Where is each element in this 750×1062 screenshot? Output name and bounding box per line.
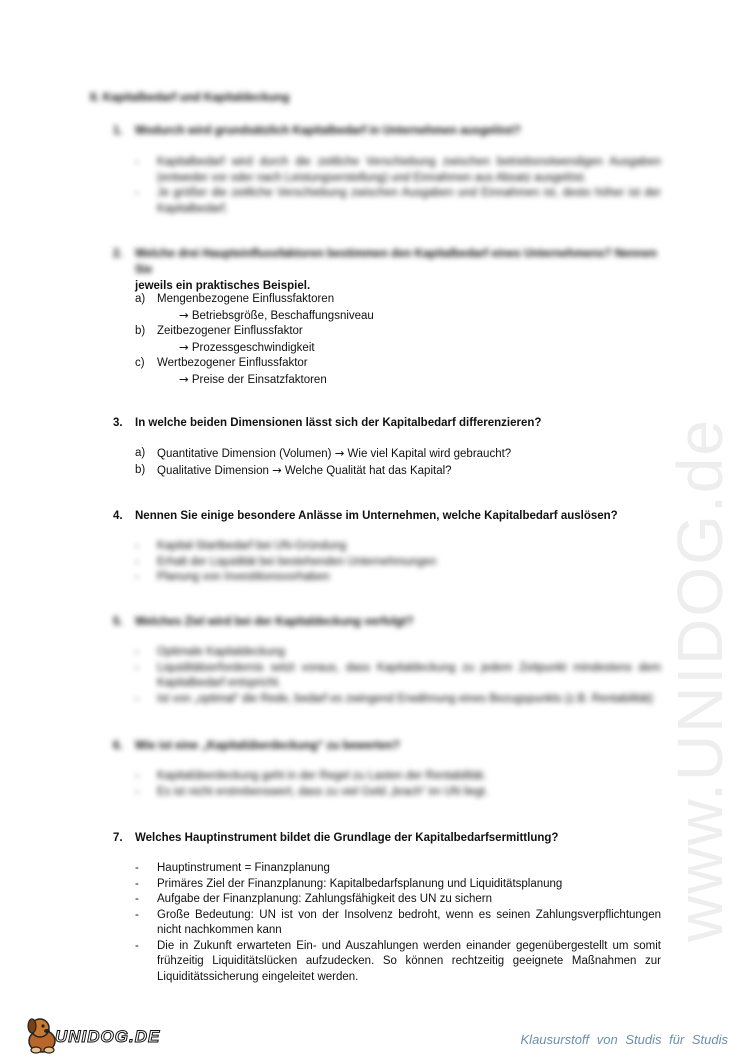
list-item: - Große Bedeutung: UN ist von der Insolvenz bedroht, wenn es seinen Zahlungsverpflichtungen nicht nachkommen kann bbox=[135, 908, 661, 939]
list-item: - Aufgabe der Finanzplanung: Zahlungsfähigkeit des UN zu sichern bbox=[135, 892, 661, 908]
logo-text: UNIDOG.DE bbox=[55, 1027, 161, 1046]
question-1 bbox=[113, 123, 661, 139]
arrow-right-icon: → bbox=[179, 307, 189, 322]
question-text-line-1: Welche drei Haupteinflussfaktoren bestimmen den Kapitalbedarf eines Unternehmens? Nennen Sie bbox=[135, 248, 657, 276]
list-item: - Ist von „optimal“ die Rede, bedarf es zwingend Erwähnung eines Bezugspunkts (z.B. Rentabilität) bbox=[135, 692, 661, 708]
list-item: - Hauptinstrument = Finanzplanung bbox=[135, 861, 661, 877]
list-item: - Planung von Investitionsvorhaben bbox=[135, 570, 661, 586]
question-text: In welche beiden Dimensionen lässt sich der Kapitalbedarf differenzieren? bbox=[135, 417, 542, 429]
list-item: - Es ist nicht erstrebenswert, dass zu viel Geld „brach“ im UN liegt. bbox=[135, 785, 661, 801]
answer-list-3 bbox=[135, 446, 661, 479]
question-text-line-2: jeweils ein praktisches Beispiel. bbox=[135, 280, 311, 292]
question-2 bbox=[113, 246, 661, 294]
list-item: b) Qualitative Dimension → Welche Qualität hat das Kapital? bbox=[135, 462, 452, 477]
item-label: a) bbox=[135, 447, 146, 459]
item-example: → Prozessgeschwindigkeit bbox=[179, 339, 315, 354]
item-label: c) bbox=[135, 357, 145, 369]
item-label: a) bbox=[135, 293, 146, 305]
list-item: - Erhalt der Liquidität bei bestehenden Unternehmungen bbox=[135, 555, 661, 571]
question-number: 2. bbox=[113, 248, 123, 260]
question-text: Nennen Sie einige besondere Anlässe im Unternehmen, welche Kapitalbedarf auslösen? bbox=[135, 510, 618, 522]
list-item: a) Quantitative Dimension (Volumen) → Wie viel Kapital wird gebraucht? bbox=[135, 446, 512, 460]
question-number: 5. bbox=[113, 616, 123, 628]
item-text: Zeitbezogener Einflussfaktor bbox=[157, 325, 303, 337]
list-item: - Die in Zukunft erwarteten Ein- und Auszahlungen werden einander gegenübergestellt um somit frühzeitig Liquiditätslücken aufzudecken. So können rechtzeitig geeignete Maßnahmen zur Liquiditätssicherung eingeleitet werden. bbox=[135, 939, 661, 986]
item-text: Wertbezogener Einflussfaktor bbox=[157, 357, 308, 369]
answer-list-6 bbox=[135, 769, 661, 800]
question-6 bbox=[113, 738, 661, 754]
list-item: - Kapital-Startbedarf bei UN-Gründung bbox=[135, 539, 661, 555]
arrow-right-icon: → bbox=[334, 446, 345, 460]
list-item: - Optimale Kapitaldeckung bbox=[135, 645, 661, 661]
answer-list-2 bbox=[135, 292, 661, 388]
question-number: 1. bbox=[113, 125, 123, 137]
arrow-right-icon: → bbox=[272, 462, 282, 477]
question-number: 4. bbox=[113, 510, 123, 522]
item-example: → Preise der Einsatzfaktoren bbox=[179, 371, 327, 386]
list-item: - Kapitalbedarf wird durch die zeitliche Verschiebung zwischen betriebsnotwendigen Ausgaben (entweder vor oder nach Leistungserstellung) und Einnahmen aus Absatz ausgelöst. bbox=[135, 155, 661, 186]
answer-list-7 bbox=[135, 861, 661, 985]
question-text: Welches Ziel wird bei der Kapitaldeckung verfolgt? bbox=[135, 616, 414, 628]
answer-list-1 bbox=[135, 155, 661, 217]
question-text: Wodurch wird grundsätzlich Kapitalbedarf in Unternehmen ausgelöst? bbox=[135, 125, 521, 137]
question-3 bbox=[113, 415, 661, 431]
answer-list-5 bbox=[135, 645, 661, 707]
watermark: www.UNIDOG.de bbox=[664, 418, 736, 942]
list-item bbox=[135, 324, 661, 356]
question-5 bbox=[113, 614, 661, 630]
section-title: II. Kapitalbedarf und Kapitaldeckung bbox=[90, 92, 290, 104]
question-number: 6. bbox=[113, 740, 123, 752]
list-item: - Primäres Ziel der Finanzplanung: Kapitalbedarfsplanung und Liquiditätsplanung bbox=[135, 877, 661, 893]
question-text: Welches Hauptinstrument bildet die Grundlage der Kapitalbedarfsermittlung? bbox=[135, 832, 559, 844]
item-text: Mengenbezogene Einflussfaktoren bbox=[157, 293, 335, 305]
list-item bbox=[135, 292, 661, 324]
item-label: b) bbox=[135, 325, 146, 337]
list-item: - Kapitalüberdeckung geht in der Regel zu Lasten der Rentabilität. bbox=[135, 769, 661, 785]
arrow-right-icon: → bbox=[179, 339, 189, 354]
item-example: → Betriebsgröße, Beschaffungsniveau bbox=[179, 307, 374, 322]
list-item bbox=[135, 356, 661, 388]
question-number: 3. bbox=[113, 417, 123, 429]
answer-list-4 bbox=[135, 539, 661, 586]
question-7 bbox=[113, 830, 661, 846]
list-item: - Liquiditätserfordernis setzt voraus, dass Kapitaldeckung zu jedem Zeitpunkt mindestens dem Kapitalbedarf entspricht. bbox=[135, 661, 661, 692]
question-4 bbox=[113, 508, 661, 524]
footer-tagline: Klausurstoff von Studis für Studis bbox=[520, 1032, 728, 1047]
question-text: Wie ist eine „Kapitalüberdeckung“ zu bewerten? bbox=[135, 740, 401, 752]
question-number: 7. bbox=[113, 832, 123, 844]
item-label: b) bbox=[135, 463, 146, 476]
list-item: - Je größer die zeitliche Verschiebung zwischen Ausgaben und Einnahmen ist, desto höher ist der Kapitalbedarf. bbox=[135, 186, 661, 217]
unidog-logo bbox=[22, 1014, 172, 1056]
arrow-right-icon: → bbox=[179, 371, 189, 386]
